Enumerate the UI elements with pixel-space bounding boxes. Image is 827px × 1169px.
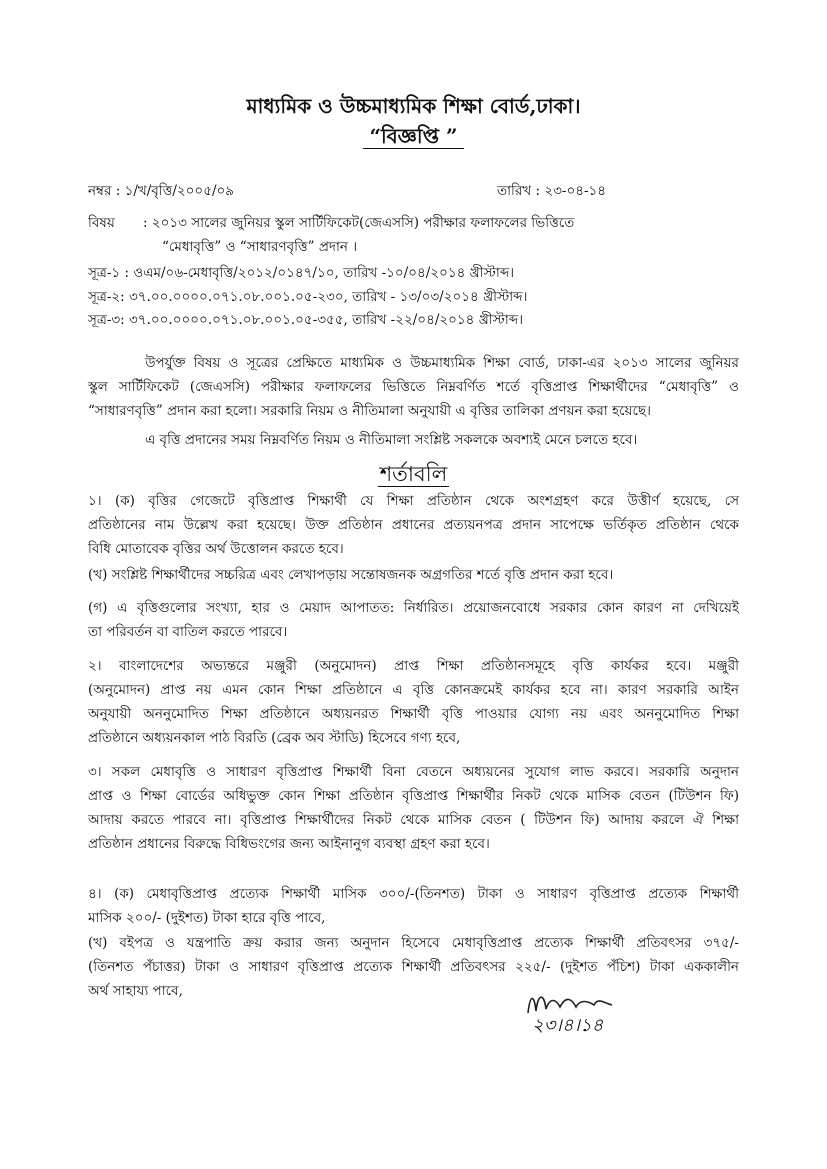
condition-line: প্রতিষ্ঠানের নাম উল্লেখ করা হয়েছে। উক্ত প্রতিষ্ঠান প্রধানের প্রত্যয়নপত্র প্রদান সাপেক্ষে ভর্তিকৃত প্রতিষ্ঠান থেকে — [88, 517, 739, 533]
condition-line: তা পরিবর্তন বা বাতিল করতে পারবে। — [88, 624, 288, 640]
condition-line: অর্থ সাহায্য পাবে, — [88, 983, 183, 999]
condition-line: অনুযায়ী অননুমোদিত শিক্ষা প্রতিষ্ঠানে অধ্যয়নরত শিক্ষার্থী বৃত্তি পাওয়ার যোগ্য নয় এবং অননুমোদিত শিক্ষা — [88, 706, 739, 722]
intro-line: উপর্যুক্ত বিষয় ও সূত্রের প্রেক্ষিতে মাধ্যমিক ও উচ্চমাধ্যমিক শিক্ষা বোর্ড, ঢাকা-এর ২০১৩ সালের জুনিয়র — [145, 355, 739, 371]
intro-line: স্কুল সার্টিফিকেট (জেএসসি) পরীক্ষার ফলাফলের ভিত্তিতে নিম্নবর্ণিত শর্তে বৃত্তিপ্রাপ্ত শিক্ষার্থীদের “মেধাবৃত্তি” ও — [88, 379, 739, 395]
condition-line: বিধি মোতাবেক বৃত্তির অর্থ উত্তোলন করতে হবে। — [88, 541, 344, 557]
notice-title — [0, 122, 827, 155]
condition-line: আদায় করতে পারবে না। বৃত্তিপ্রাপ্ত শিক্ষার্থীদের নিকট থেকে মাসিক বেতন ( টিউশন ফি) আদায় করলে ঐ শিক্ষা — [88, 812, 739, 828]
condition-line: প্রতিষ্ঠানে অধ্যয়নকাল পাঠ বিরতি (ব্রেক অব স্টাডি) হিসেবে গণ্য হবে, — [88, 730, 461, 746]
memo-number: নম্বর : ১/খ/বৃত্তি/২০০৫/০৯ — [88, 183, 235, 199]
memo-date: তারিখ : ২৩-০৪-১৪ — [497, 183, 607, 199]
issuing-board: মাধ্যমিক ও উচ্চমাধ্যমিক শিক্ষা বোর্ড,ঢাকা। — [246, 94, 581, 118]
signature — [520, 985, 640, 1049]
condition-line: ৪। (ক) মেধাবৃত্তিপ্রাপ্ত প্রত্যেক শিক্ষার্থী মাসিক ৩০০/-(তিনশত) টাকা ও সাধারণ বৃত্তিপ্রাপ্ত প্রত্যেক শিক্ষার্থী — [88, 886, 739, 902]
conditions-heading-text: শর্তাবলি — [379, 462, 448, 486]
condition-line: মাসিক ২০০/- (দুইশত) টাকা হারে বৃত্তি পাবে, — [88, 910, 326, 926]
intro-line: “সাধারণবৃত্তি” প্রদান করা হলো। সরকারি নিয়ম ও নীতিমালা অনুযায়ী এ বৃত্তির তালিকা প্রণয়ন করা হয়েছে। — [88, 403, 651, 419]
notice-title-text: “বিজ্ঞপ্তি ” — [363, 124, 463, 149]
condition-line: প্রাপ্ত ও শিক্ষা বোর্ডের অধিভুক্ত কোন শিক্ষা প্রতিষ্ঠান বৃত্তিপ্রাপ্ত শিক্ষার্থীর নিকট থেকে মাসিক বেতন (টিউশন ফি) — [88, 788, 739, 804]
condition-line: প্রতিষ্ঠান প্রধানের বিরুদ্ধে বিধিভংগের জন্য আইনানুগ ব্যবস্থা গ্রহণ করা হবে। — [88, 836, 490, 852]
reference-2: সূত্র-২: ৩৭.০০.০০০০.০৭১.০৮.০০১.০৫-২৩০, তারিখ - ১৩/০৩/২০১৪ খ্রীস্টাব্দ। — [88, 289, 528, 305]
condition-line: (অনুমোদন) প্রাপ্ত নয় এমন কোন শিক্ষা প্রতিষ্ঠানে এ বৃত্তি কোনক্রমেই কার্যকর হবে না। কারণ সরকারি আইন — [88, 682, 739, 698]
condition-line: (খ) সংশ্লিষ্ট শিক্ষার্থীদের সচ্চরিত্র এবং লেখাপড়ায় সন্তোষজনক অগ্রগতির শর্তে বৃত্তি প্রদান করা হবে। — [88, 567, 614, 583]
signature-date: ২৩।৪।১৪ — [532, 1015, 604, 1036]
condition-line: (তিনশত পঁচাত্তর) টাকা ও সাধারণ বৃত্তিপ্রাপ্ত প্রত্যেক শিক্ষার্থী প্রতিবৎসর ২২৫/- (দুইশত পঁচিশ) টাকা এককালীন — [88, 959, 739, 975]
reference-3: সূত্র-৩: ৩৭.০০.০০০০.০৭১.০৮.০০১.০৫-৩৫৫, তারিখ -২২/০৪/২০১৪ খ্রীস্টাব্দ। — [88, 312, 524, 328]
condition-line: (খ) বইপত্র ও যন্ত্রপাতি ক্রয় করার জন্য অনুদান হিসেবে মেধাবৃত্তিপ্রাপ্ত প্রত্যেক শিক্ষার্থী প্রতিবৎসর ৩৭৫/- — [88, 935, 739, 951]
subject-line-2: “মেধাবৃত্তি” ও “সাধারণবৃত্তি” প্রদান । — [162, 239, 358, 255]
subject-label: বিষয় — [88, 215, 115, 231]
condition-line: ২। বাংলাদেশের অভ্যন্তরে মঞ্জুরী (অনুমোদন) প্রাপ্ত শিক্ষা প্রতিষ্ঠানসমূহে বৃত্তি কার্যকর হবে। মঞ্জুরী — [88, 658, 739, 674]
condition-line: (গ) এ বৃত্তিগুলোর সংখ্যা, হার ও মেয়াদ আপাতত: নির্ধারিত। প্রয়োজনবোধে সরকার কোন কারণ না দেখিয়েই — [88, 600, 739, 616]
condition-line: ৩। সকল মেধাবৃত্তি ও সাধারণ বৃত্তিপ্রাপ্ত শিক্ষার্থী বিনা বেতনে অধ্যয়নের সুযোগ লাভ করবে। সরকারি অনুদান — [88, 764, 739, 780]
subject-line-1: : ২০১৩ সালের জুনিয়র স্কুল সার্টিফিকেট(জেএসসি) পরীক্ষার ফলাফলের ভিত্তিতে — [143, 215, 575, 231]
notice-text: এ বৃত্তি প্রদানের সময় নিম্নবর্ণিত নিয়ম ও নীতিমালা সংশ্লিষ্ট সকলকে অবশ্যই মেনে চলতে হবে। — [145, 432, 638, 448]
condition-line: ১। (ক) বৃত্তির গেজেটে বৃত্তিপ্রাপ্ত শিক্ষার্থী যে শিক্ষা প্রতিষ্ঠান থেকে অংশগ্রহণ করে উত্তীর্ণ হয়েছে, সে — [88, 493, 739, 509]
conditions-heading — [0, 458, 827, 493]
reference-1: সূত্র-১ : ওএম/০৬-মেধাবৃত্তি/২০১২/০১৪৭/১০, তারিখ -১০/০৪/২০১৪ খ্রীস্টাব্দ। — [88, 265, 515, 281]
